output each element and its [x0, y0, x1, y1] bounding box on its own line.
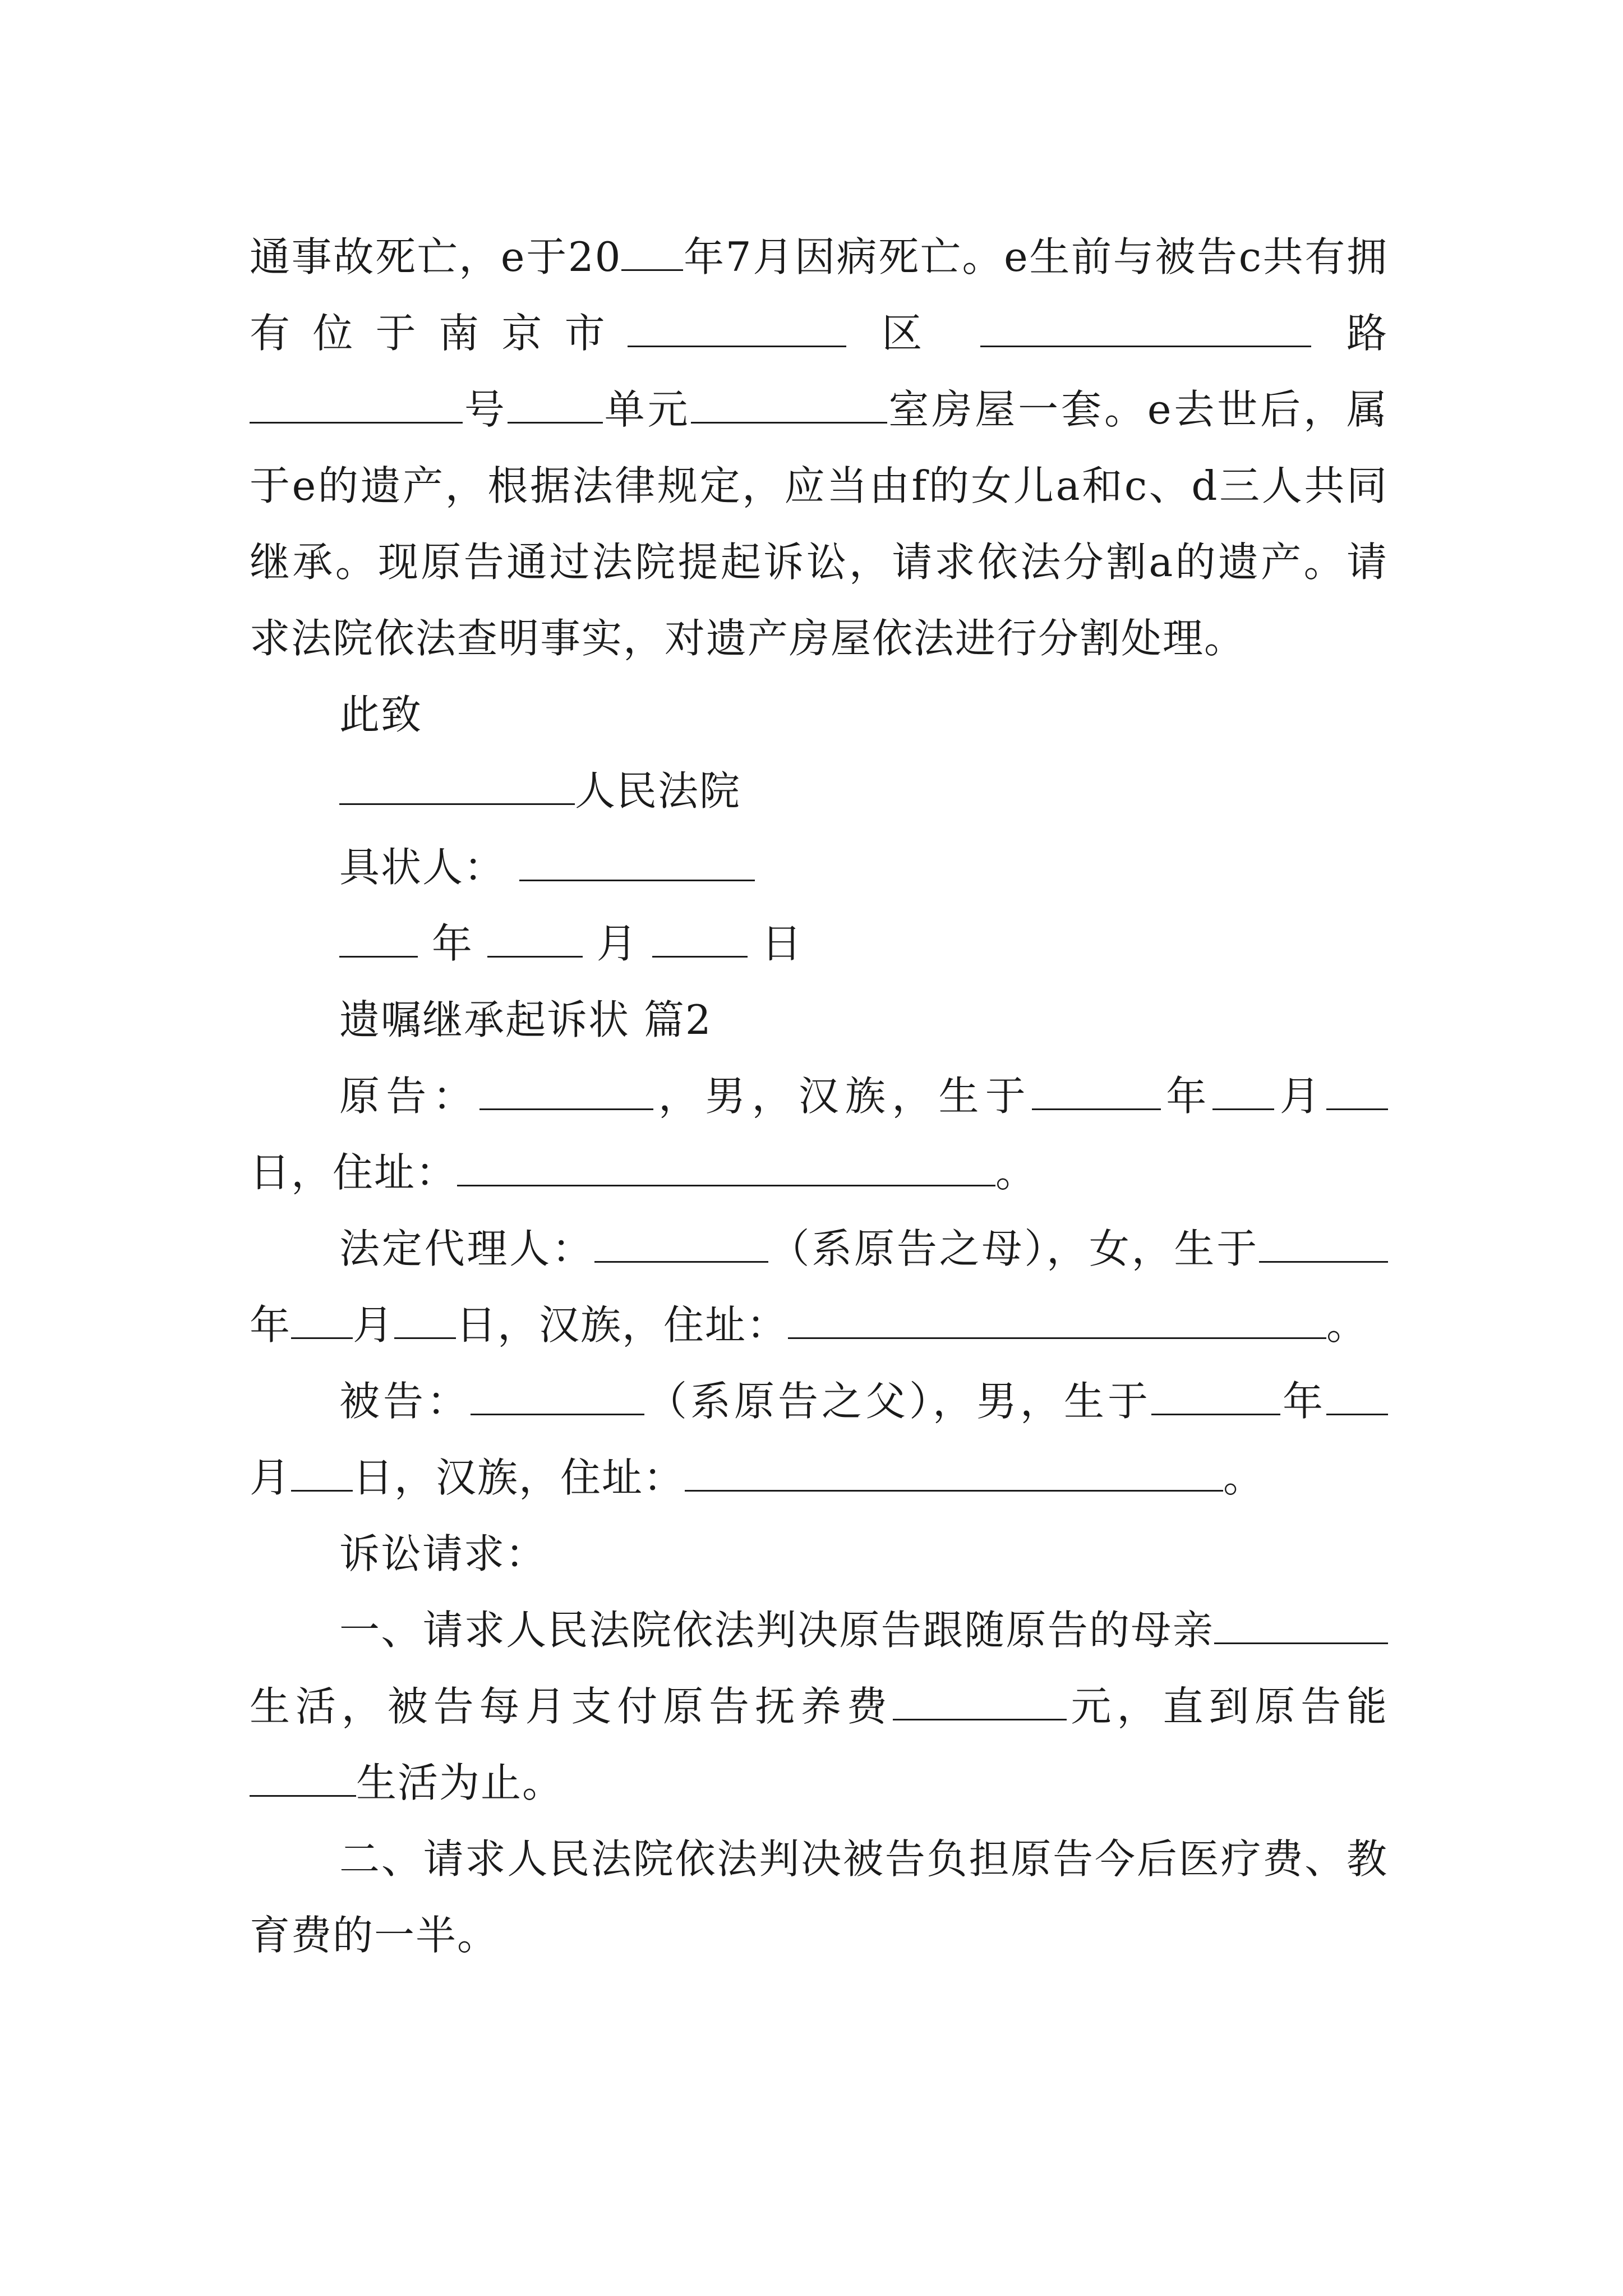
fill-in-blank: [457, 1147, 995, 1186]
paragraph-text: 年: [1280, 1378, 1326, 1425]
fill-in-blank: [519, 841, 755, 881]
paragraph-text: 遗嘱继承起诉状 篇2: [339, 996, 712, 1043]
paragraph-p1: [250, 219, 1388, 677]
fill-in-blank: [508, 384, 603, 424]
paragraph-text: （系原告之父），男，生于: [644, 1378, 1151, 1425]
fill-in-blank: [685, 1452, 1223, 1492]
paragraph-p4: [250, 829, 1388, 905]
fill-in-blank: [339, 918, 418, 958]
fill-in-blank: [339, 765, 575, 805]
fill-in-blank: [628, 307, 846, 347]
paragraph-text: 。: [1223, 1454, 1265, 1501]
paragraph-text: 人民法院: [575, 767, 741, 815]
paragraph-text: 诉讼请求：: [339, 1530, 547, 1577]
paragraph-p7: [250, 1058, 1388, 1211]
paragraph-text: 日，住址：: [250, 1149, 458, 1196]
paragraph-text: 此致: [339, 691, 423, 738]
paragraph-text: （系原告之母），女，生于: [768, 1225, 1259, 1272]
fill-in-blank: [893, 1681, 1067, 1720]
paragraph-p11: [250, 1592, 1388, 1821]
paragraph-text: 具状人：: [339, 844, 519, 891]
paragraph-text: 日: [747, 920, 803, 967]
paragraph-text: 月: [353, 1301, 395, 1349]
fill-in-blank: [1326, 1070, 1388, 1110]
paragraph-p3: [250, 753, 1388, 829]
paragraph-text: 室房屋一套。e去世后，属于e的遗产，根据法律规定，应当由f的女儿a和c、d三人共同继承。现原告通过法院提起诉讼，请求依法分割a的遗产。请求法院依法查明事实，对遗产房屋依法进行分割处理。: [250, 386, 1388, 662]
paragraph-text: 年: [250, 1301, 292, 1349]
fill-in-blank: [1326, 1375, 1388, 1415]
paragraph-text: 月: [582, 920, 652, 967]
fill-in-blank: [291, 1299, 353, 1339]
fill-in-blank: [250, 384, 463, 424]
paragraph-p2: [250, 677, 1388, 753]
fill-in-blank: [1212, 1070, 1274, 1110]
paragraph-text: 日，汉族，住址：: [353, 1454, 685, 1501]
paragraph-text: 号: [463, 386, 508, 433]
paragraph-text: 生活为止。: [356, 1759, 564, 1806]
fill-in-blank: [1032, 1070, 1161, 1110]
paragraph-text: 月: [1274, 1073, 1326, 1120]
fill-in-blank: [479, 1070, 653, 1110]
fill-in-blank: [1214, 1604, 1388, 1644]
paragraph-text: 一、请求人民法院依法判决原告跟随原告的母亲: [339, 1607, 1214, 1654]
fill-in-blank: [250, 1757, 356, 1797]
paragraph-text: ，男，汉族，生于: [653, 1073, 1032, 1120]
paragraph-p8: [250, 1211, 1388, 1363]
paragraph-p5: [250, 905, 1388, 982]
fill-in-blank: [394, 1299, 456, 1339]
fill-in-blank: [1259, 1223, 1388, 1263]
paragraph-p9: [250, 1363, 1388, 1516]
paragraph-text: 二、请求人民法院依法判决被告负担原告今后医疗费、教育费的一半。: [250, 1835, 1388, 1959]
fill-in-blank: [652, 918, 748, 958]
paragraph-text: 年: [418, 920, 487, 967]
fill-in-blank: [487, 918, 583, 958]
fill-in-blank: [594, 1223, 768, 1263]
fill-in-blank: [291, 1452, 353, 1492]
paragraph-text: 。: [995, 1149, 1038, 1196]
fill-in-blank: [621, 231, 683, 271]
paragraph-text: 法定代理人：: [339, 1225, 594, 1272]
paragraph-text: 生活，被告每月支付原告抚养费: [250, 1683, 893, 1730]
paragraph-text: 原告：: [339, 1073, 479, 1120]
paragraph-text: 年: [1160, 1073, 1213, 1120]
paragraph-text: 单元: [602, 386, 691, 433]
fill-in-blank: [980, 307, 1311, 347]
paragraph-p10: [250, 1516, 1388, 1592]
paragraph-text: 日，汉族，住址：: [456, 1301, 789, 1349]
fill-in-blank: [788, 1299, 1326, 1339]
paragraph-text: 通事故死亡，e于20: [250, 233, 622, 280]
paragraph-text: 。: [1326, 1301, 1368, 1349]
paragraph-p6: [250, 982, 1388, 1058]
fill-in-blank: [691, 384, 887, 424]
paragraph-text: 被告：: [339, 1378, 471, 1425]
paragraph-text: 区: [846, 310, 980, 357]
paragraph-text: 元，直到原告能: [1066, 1683, 1388, 1730]
fill-in-blank: [1151, 1375, 1280, 1415]
paragraph-text: 路: [1311, 310, 1388, 357]
paragraph-text: 月: [250, 1454, 292, 1501]
paragraph-p12: [250, 1821, 1388, 1973]
paragraph-text: 年7月因病死亡。e生前与被告c共有拥有位于南京市: [250, 233, 1388, 357]
fill-in-blank: [471, 1375, 644, 1415]
document-body: [250, 219, 1388, 1973]
